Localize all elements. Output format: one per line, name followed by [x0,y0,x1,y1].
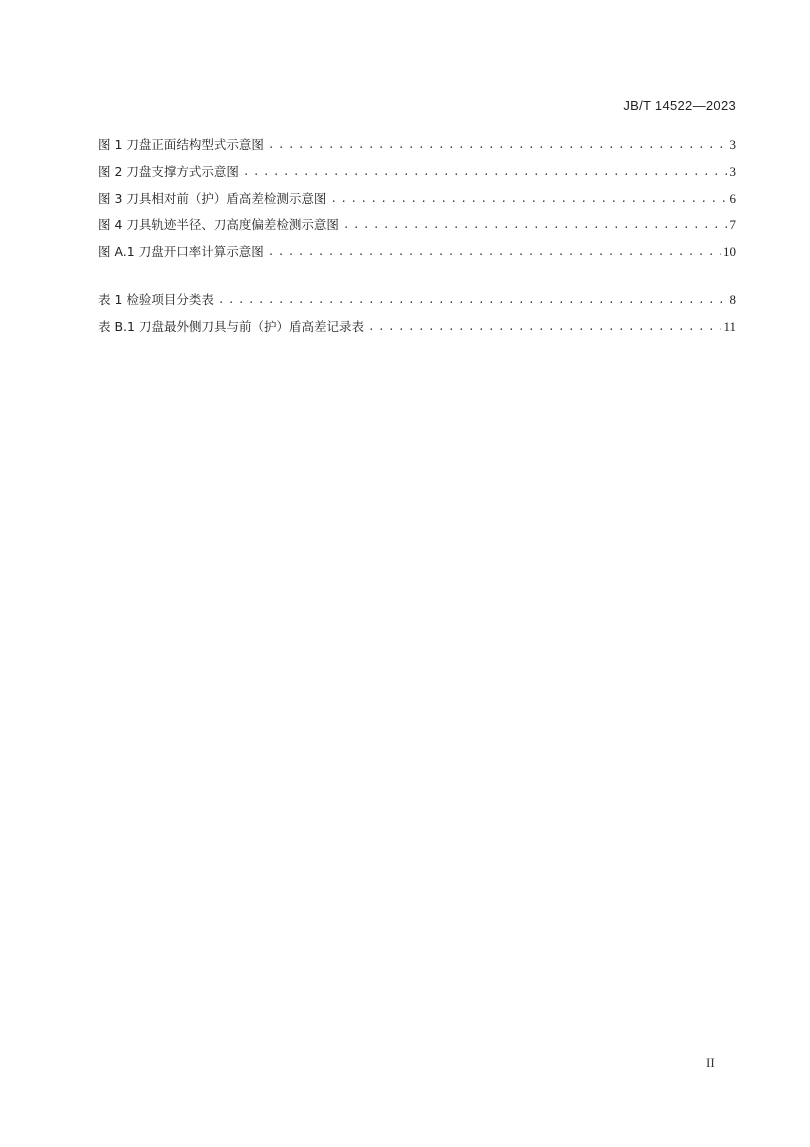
toc-entry-page: 11 [723,318,736,334]
dot-leader [368,320,722,336]
toc-entry-label: 图 1 刀盘正面结构型式示意图 [98,137,264,152]
toc-entry-table-1[interactable] [98,292,736,319]
toc-entry-label: 图 4 刀具轨迹半径、刀高度偏差检测示意图 [98,217,339,233]
dot-leader [218,293,728,309]
page-number: II [706,1055,715,1070]
toc-entry-page: 7 [729,217,736,233]
toc-entry-page: 3 [729,163,736,179]
dot-leader [243,165,728,181]
toc-entry-page: 8 [729,292,736,307]
standard-code: JB/T 14522—2023 [623,98,736,113]
toc-entry-figure-3[interactable] [98,191,736,218]
toc-entry-page: 6 [729,190,736,206]
toc-entry-label: 图 2 刀盘支撑方式示意图 [98,163,239,179]
dot-leader [268,138,728,154]
toc-entry-label: 表 B.1 刀盘最外侧刀具与前（护）盾高差记录表 [98,318,364,334]
toc-entry-page: 3 [729,137,736,152]
table-list [98,292,736,346]
toc-entry-figure-4[interactable] [98,217,736,244]
toc-entry-figure-a1[interactable] [98,244,736,271]
toc-entry-label: 图 A.1 刀盘开口率计算示意图 [98,244,264,260]
dot-leader [330,192,727,208]
figure-list [98,137,736,271]
toc-entry-page: 10 [723,244,736,260]
toc-entry-label: 图 3 刀具相对前（护）盾高差检测示意图 [98,190,327,206]
toc-entry-figure-2[interactable] [98,164,736,191]
dot-leader [268,245,721,261]
dot-leader [343,218,728,234]
toc-entry-table-b1[interactable] [98,319,736,346]
toc-entry-label: 表 1 检验项目分类表 [98,292,214,307]
toc-entry-figure-1[interactable] [98,137,736,164]
